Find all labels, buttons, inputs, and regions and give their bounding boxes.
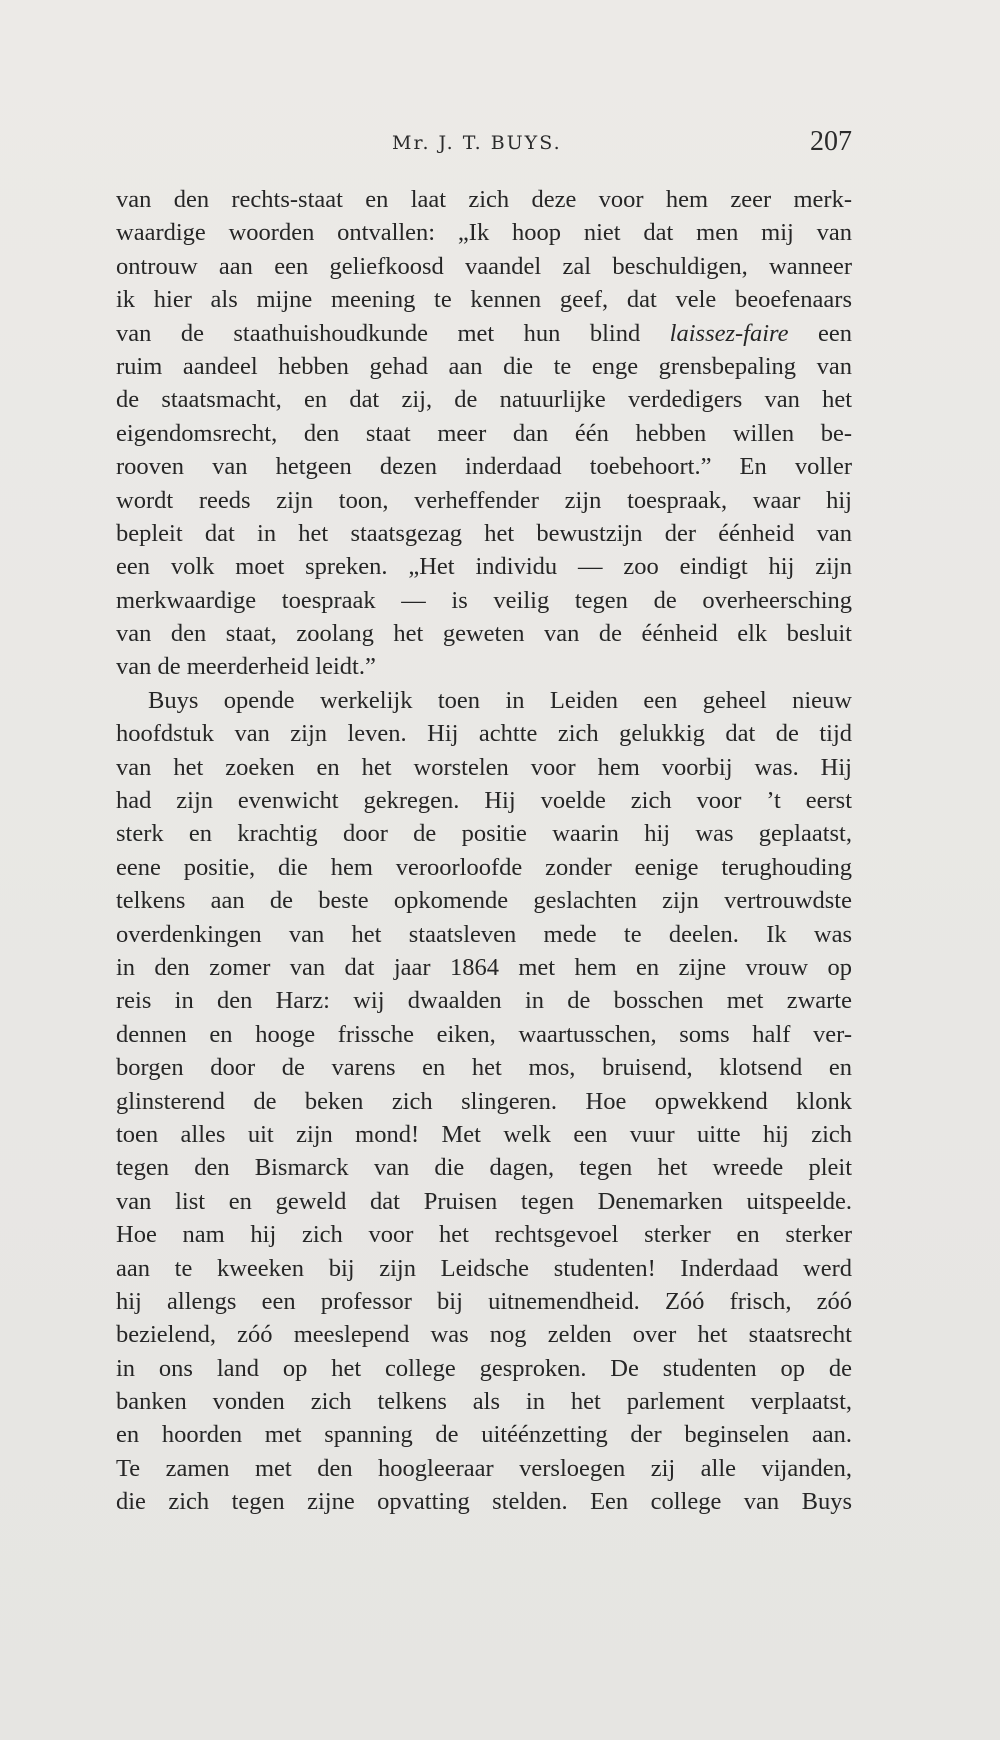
text-line: merkwaardige toespraak — is veilig tegen de overheersching	[116, 586, 852, 614]
text-line: banken vonden zich telkens als in het parlement verplaatst,	[116, 1388, 852, 1416]
text-line: Te zamen met den hoogleeraar versloegen zij alle vijanden,	[116, 1454, 852, 1482]
text-line: rooven van hetgeen dezen inderdaad toebehoort.” En voller	[116, 453, 852, 481]
text-line: Hoe nam hij zich voor het rechtsgevoel sterker en sterker	[116, 1221, 852, 1249]
text-line: overdenkingen van het staatsleven mede te deelen. Ik was	[116, 920, 852, 948]
paragraph-start-line: Buys opende werkelijk toen in Leiden een geheel nieuw	[148, 686, 852, 714]
text-line: eigendomsrecht, den staat meer dan één hebben willen be-	[116, 419, 852, 447]
text-line: hij allengs een professor bij uitnemendheid. Zóó frisch, zóó	[116, 1287, 852, 1315]
text-line: ontrouw aan een geliefkoosd vaandel zal beschuldigen, wanneer	[116, 252, 852, 280]
text-line: eene positie, die hem veroorloofde zonder eenige terughouding	[116, 853, 852, 881]
text-line-segment: van de staathuishoudkunde met hun blind	[116, 319, 641, 347]
text-line: glinsterend de beken zich slingeren. Hoe opwekkend klonk	[116, 1087, 852, 1115]
text-line: telkens aan de beste opkomende geslachten zijn vertrouwdste	[116, 887, 852, 915]
text-line: en hoorden met spanning de uitéénzetting der beginselen aan.	[116, 1421, 852, 1449]
text-line: hoofdstuk van zijn leven. Hij achtte zich gelukkig dat de tijd	[116, 720, 852, 748]
text-line: aan te kweeken bij zijn Leidsche studenten! Inderdaad werd	[116, 1254, 852, 1282]
running-head: Mr. J. T. BUYS.	[392, 132, 562, 154]
text-line-with-italic	[116, 317, 852, 350]
text-line: ik hier als mijne meening te kennen geef, dat vele beoefenaars	[116, 286, 852, 314]
text-line-segment: een	[818, 319, 852, 347]
text-line: sterk en krachtig door de positie waarin hij was geplaatst,	[116, 820, 852, 848]
text-line: wordt reeds zijn toon, verheffender zijn toespraak, waar hij	[116, 486, 852, 514]
text-line: tegen den Bismarck van die dagen, tegen het wreede pleit	[116, 1154, 852, 1182]
paragraph-end-line: van de meerderheid leidt.”	[116, 653, 376, 681]
page-header	[116, 126, 852, 166]
text-line: borgen door de varens en het mos, bruisend, klotsend en	[116, 1054, 852, 1082]
text-line: een volk moet spreken. „Het individu — zoo eindigt hij zijn	[116, 553, 852, 581]
text-line: bepleit dat in het staatsgezag het bewustzijn der éénheid van	[116, 519, 852, 547]
text-line: van den rechts-staat en laat zich deze voor hem zeer merk-	[116, 186, 852, 213]
text-line: bezielend, zóó meeslepend was nog zelden over het staatsrecht	[116, 1321, 852, 1349]
text-line: die zich tegen zijne opvatting stelden. Een college van Buys	[116, 1488, 852, 1516]
text-line: ruim aandeel hebben gehad aan die te enge grensbepaling van	[116, 352, 852, 380]
text-line: van list en geweld dat Pruisen tegen Denemarken uitspeelde.	[116, 1187, 852, 1215]
italic-term: laissez-faire	[669, 319, 789, 347]
body-text	[116, 183, 852, 1519]
text-line: van den staat, zoolang het geweten van de éénheid elk besluit	[116, 620, 852, 648]
page-number: 207	[810, 126, 852, 157]
text-line: had zijn evenwicht gekregen. Hij voelde zich voor ’t eerst	[116, 787, 852, 815]
text-line: in den zomer van dat jaar 1864 met hem en zijne vrouw op	[116, 953, 852, 981]
text-line: in ons land op het college gesproken. De studenten op de	[116, 1354, 852, 1382]
text-line: van het zoeken en het worstelen voor hem voorbij was. Hij	[116, 753, 852, 781]
text-line: de staatsmacht, en dat zij, de natuurlijke verdedigers van het	[116, 386, 852, 414]
text-line: waardige woorden ontvallen: „Ik hoop niet dat men mij van	[116, 219, 852, 247]
text-line: dennen en hooge frissche eiken, waartusschen, soms half ver-	[116, 1020, 852, 1048]
text-line: toen alles uit zijn mond! Met welk een vuur uitte hij zich	[116, 1120, 852, 1148]
text-line: reis in den Harz: wij dwaalden in de bosschen met zwarte	[116, 987, 852, 1015]
